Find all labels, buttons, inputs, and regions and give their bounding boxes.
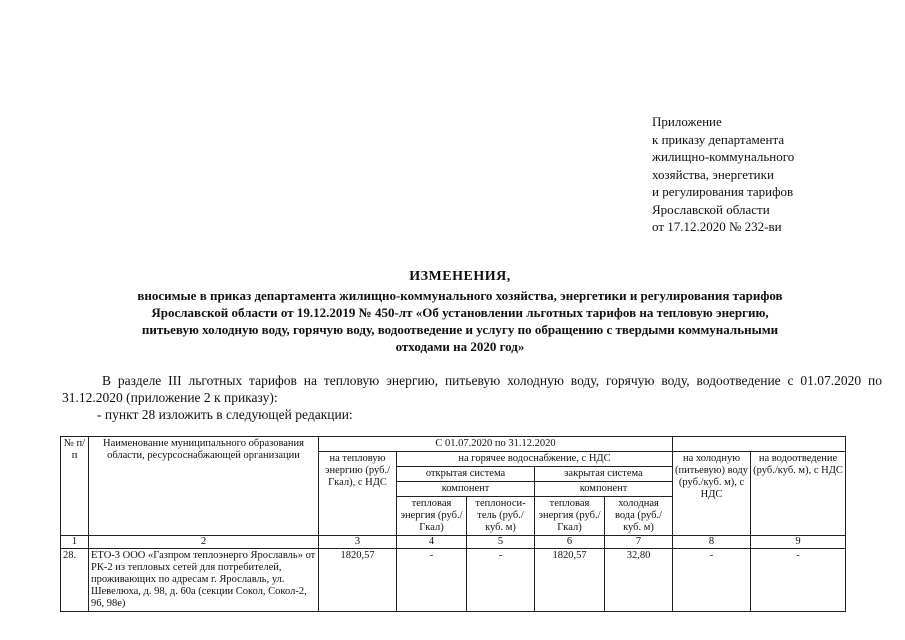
column-number: 4 xyxy=(397,536,467,549)
row-open-heat: - xyxy=(397,549,467,612)
header-organization: Наименование муниципального образования области, ресурсоснабжающей организации xyxy=(89,437,319,536)
column-number: 7 xyxy=(605,536,673,549)
title-line: Ярославской области от 19.12.2019 № 450-лт «Об установлении льготных тарифов на тепловую энергию, xyxy=(151,305,769,320)
header-sewage: на водоотведение (руб./куб. м), с НДС xyxy=(751,452,846,536)
body-item: - пункт 28 изложить в следующей редакции: xyxy=(97,407,353,422)
row-sewage: - xyxy=(751,549,846,612)
column-number: 2 xyxy=(89,536,319,549)
header-closed-component: компонент xyxy=(535,482,673,497)
document-title xyxy=(40,268,880,355)
header-cold-water: на холодную (питьевую) воду (руб./куб. м), с НДС xyxy=(673,452,751,536)
table-header-row xyxy=(61,437,846,452)
header-period: С 01.07.2020 по 31.12.2020 xyxy=(319,437,673,452)
row-closed-cold: 32,80 xyxy=(605,549,673,612)
column-number: 8 xyxy=(673,536,751,549)
column-number: 5 xyxy=(467,536,535,549)
appendix-line: и регулирования тарифов xyxy=(652,184,794,199)
row-organization: ЕТО-3 ООО «Газпром теплоэнерго Ярославль» от РК-2 из тепловых сетей для потребителей, проживающих по адресам г. Ярославль, ул. Шевелюха, д. 98, д. 60а (секции Сокол, Сокол-2, 96, 98е) xyxy=(89,549,319,612)
row-heat-tariff: 1820,57 xyxy=(319,549,397,612)
appendix-line: хозяйства, энергетики xyxy=(652,166,774,182)
appendix-line: жилищно-коммунального xyxy=(652,149,795,164)
body-text xyxy=(62,372,882,423)
title-line: вносимые в приказ департамента жилищно-коммунального хозяйства, энергетики и регулирования тарифов xyxy=(137,288,783,303)
column-number: 6 xyxy=(535,536,605,549)
header-period-cont xyxy=(673,437,751,452)
row-closed-heat: 1820,57 xyxy=(535,549,605,612)
header-number: № п/п xyxy=(61,437,89,536)
title-line: отходами на 2020 год» xyxy=(395,339,525,354)
header-open-heat: тепловая энергия (руб./Гкал) xyxy=(397,497,467,536)
appendix-header xyxy=(652,113,892,236)
header-heat: на тепловую энергию (руб./Гкал), с НДС xyxy=(319,452,397,536)
column-number: 3 xyxy=(319,536,397,549)
header-hot-water: на горячее водоснабжение, с НДС xyxy=(397,452,673,467)
appendix-line: к приказу департамента xyxy=(652,131,785,147)
title-line: питьевую холодную воду, горячую воду, водоотведение и услугу по обращению с твердыми коммунальными xyxy=(141,322,779,337)
header-open-component: компонент xyxy=(397,482,535,497)
header-closed-system: закрытая система xyxy=(535,467,673,482)
body-paragraph: В разделе III льготных тарифов на тепловую энергию, питьевую холодную воду, горячую воду, водоотведение с 01.07.2020 по 31.12.2020 (приложение 2 к приказу): xyxy=(62,373,882,405)
title-heading: ИЗМЕНЕНИЯ, xyxy=(409,269,511,284)
column-number-row xyxy=(61,536,846,549)
header-period-cont xyxy=(751,437,846,452)
header-closed-cold: холодная вода (руб./куб. м) xyxy=(605,497,673,536)
table-row xyxy=(61,549,846,612)
header-closed-heat: тепловая энергия (руб./Гкал) xyxy=(535,497,605,536)
column-number: 1 xyxy=(61,536,89,549)
column-number: 9 xyxy=(751,536,846,549)
tariff-table xyxy=(60,436,846,612)
row-number: 28. xyxy=(61,549,89,612)
header-open-system: открытая система xyxy=(397,467,535,482)
row-cold-water: - xyxy=(673,549,751,612)
appendix-line: Ярославской области xyxy=(652,201,770,217)
row-open-carrier: - xyxy=(467,549,535,612)
appendix-line: Приложение xyxy=(652,114,722,129)
appendix-line: от 17.12.2020 № 232-ви xyxy=(652,219,782,234)
header-open-carrier: теплоноси-тель (руб./куб. м) xyxy=(467,497,535,536)
